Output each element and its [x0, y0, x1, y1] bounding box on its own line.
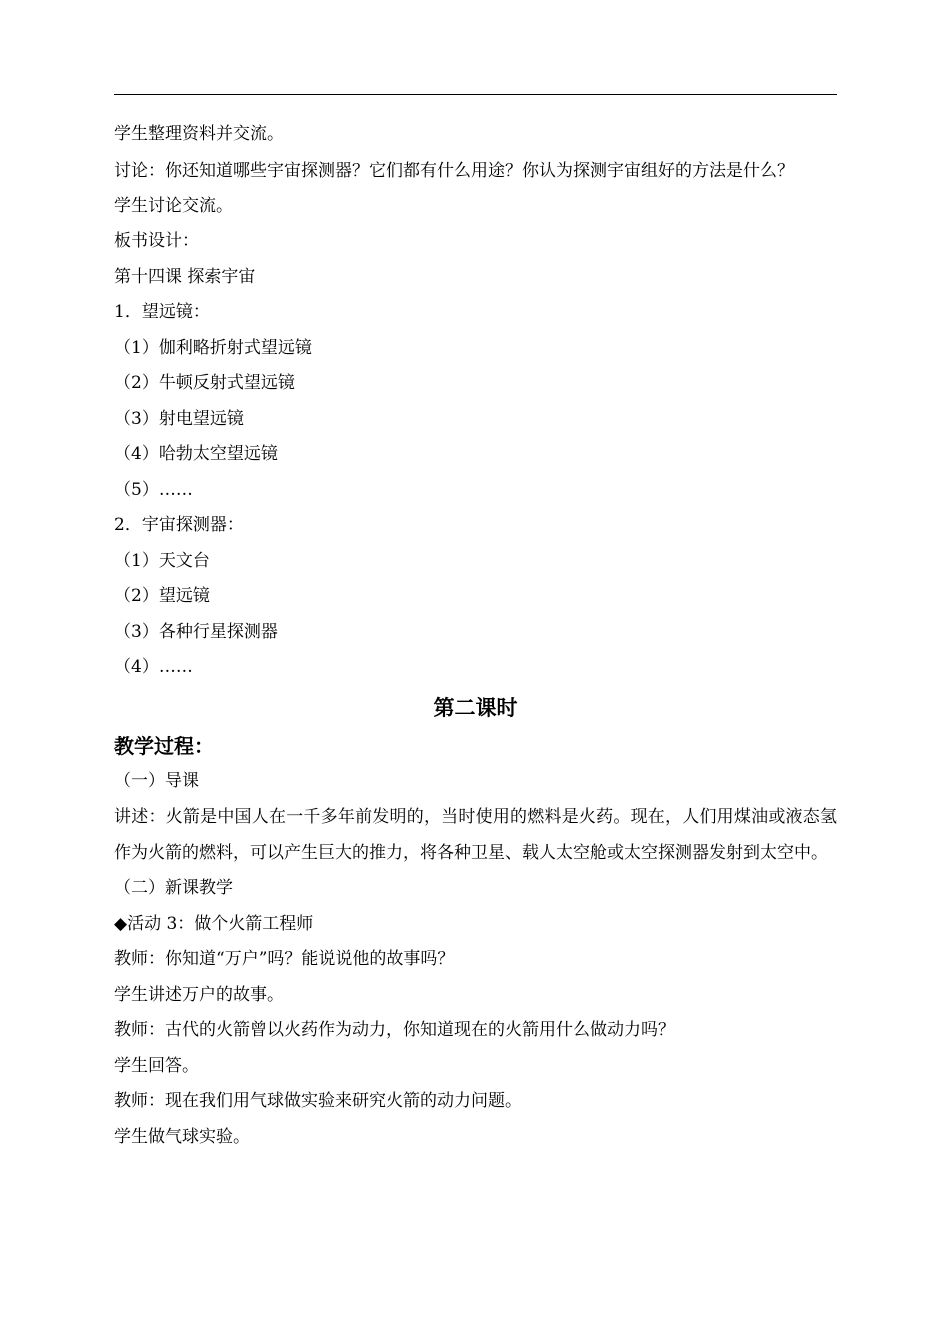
list-item: （4）……	[114, 657, 193, 677]
list-item: （2）牛顿反射式望远镜	[114, 373, 295, 393]
list-item: （5）……	[114, 479, 193, 500]
line-telescope-heading: 1．望远镜：	[114, 302, 210, 322]
lesson-title: 第二课时	[433, 695, 518, 720]
list-item: （4）哈勃太空望远镜	[114, 444, 278, 464]
list-item: （3）各种行星探测器	[114, 621, 278, 642]
line-teacher-power: 教师：古代的火箭曾以火药作为动力，你知道现在的火箭用什么做动力吗？	[114, 1020, 675, 1040]
list-item: （3）射电望远镜	[114, 408, 244, 429]
list-item: （2）望远镜	[114, 586, 210, 606]
list-item: （1）天文台	[114, 550, 210, 571]
line-new-lesson: （二）新课教学	[114, 878, 233, 898]
line-probe-heading: 2．宇宙探测器：	[114, 515, 244, 535]
line-activity-three: ◆活动 3：做个火箭工程师	[114, 913, 314, 934]
line-students-discuss: 学生讨论交流。	[114, 195, 233, 216]
line-student-story: 学生讲述万户的故事。	[114, 984, 284, 1005]
line-intro-label: （一）导课	[114, 770, 199, 791]
line-teacher-balloon: 教师：现在我们用气球做实验来研究火箭的动力问题。	[114, 1091, 522, 1111]
list-item: （1）伽利略折射式望远镜	[114, 337, 312, 358]
discussion-paragraph: 讨论：你还知道哪些宇宙探测器？它们都有什么用途？你认为探测宇宙组好的方法是什么？	[114, 160, 794, 181]
line-student-answer: 学生回答。	[114, 1055, 199, 1076]
line-board-design: 板书设计：	[114, 231, 199, 251]
line-teacher-wanhu: 教师：你知道“万户”吗？能说说他的故事吗？	[114, 949, 455, 969]
process-heading: 教学过程：	[114, 733, 214, 758]
line-students-organize: 学生整理资料并交流。	[114, 124, 284, 144]
header-rule	[114, 94, 837, 95]
document-body	[114, 117, 837, 1155]
line-lesson-fourteen: 第十四课 探索宇宙	[114, 266, 256, 287]
line-student-experiment: 学生做气球实验。	[114, 1126, 250, 1147]
narration-paragraph: 讲述：火箭是中国人在一千多年前发明的，当时使用的燃料是火药。现在，人们用煤油或液态氢作为火箭的燃料，可以产生巨大的推力，将各种卫星、载人太空舱或太空探测器发射到太空中。	[114, 807, 837, 863]
